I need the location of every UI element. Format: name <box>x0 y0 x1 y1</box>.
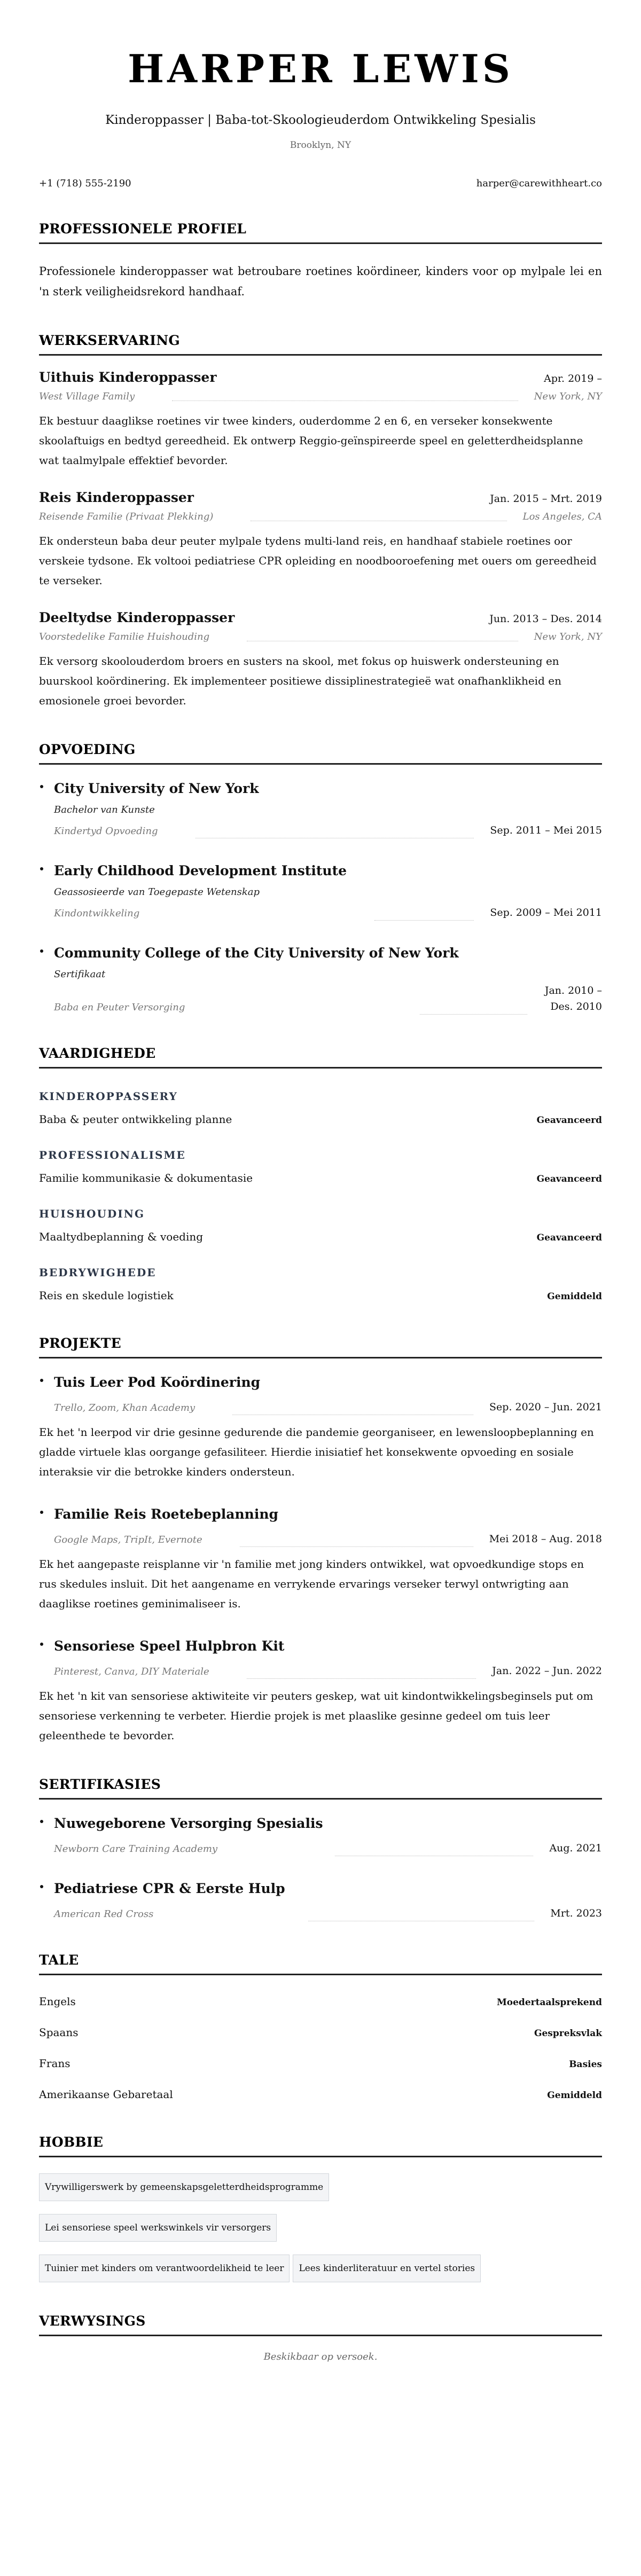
section-title-experience: WERKSERVARING <box>39 333 602 356</box>
bullet-icon <box>40 785 43 788</box>
language-level: Moedertaalsprekend <box>496 1997 602 2008</box>
job-description: Ek bestuur daaglikse roetines vir twee kinders, ouderdomme 2 en 6, en verseker konsekwente skoolaftuigs en bedtyd gereedheid. Ek ontwerp Reggio-geïnspireerde speel en geletterdheidsplanne wat taalmylpale effektief bevorder. <box>39 414 583 467</box>
field-of-study: Baba en Peuter Versorging <box>54 1002 185 1013</box>
project-entry <box>39 1371 602 1482</box>
degree-name: Sertifikaat <box>54 969 106 980</box>
candidate-location: Brooklyn, NY <box>290 140 351 151</box>
profile-section <box>39 221 602 302</box>
skill-level: Geavanceerd <box>536 1115 602 1126</box>
project-description: Ek het aangepaste reisplanne vir 'n familie met jong kinders ontwikkel, wat opvoedkundige stops en rus skedules insluit. Dit het aangename en verrykende ervarings verseker terwyl ontwrigting aan daaglikse roetines geminimaliseer is. <box>39 1558 584 1610</box>
job-company: Reisende Familie (Privaat Plekking) <box>39 511 214 522</box>
language-name: Frans <box>39 2057 71 2070</box>
hobby-tag: Lei sensoriese speel werkswinkels vir versorgers <box>39 2214 277 2242</box>
dotted-leader <box>247 1678 476 1679</box>
institution-name: Community College of the City University of New York <box>54 945 459 961</box>
project-description: Ek het 'n leerpod vir drie gesinne gedurende die pandemie georganiseer, en lewensloopbeplanning en gladde virtuele klas oorgange gefasiliteer. Hierdie inisiatief het konsekwente opvoeding en sosiale interaksie vir die betrokke kinders ondersteun. <box>39 1426 594 1478</box>
certification-date: Mrt. 2023 <box>550 1907 602 1919</box>
job-title: Deeltydse Kinderoppasser <box>39 610 235 625</box>
language-row <box>39 1993 602 2010</box>
skill-level: Geavanceerd <box>536 1174 602 1184</box>
education-section <box>39 742 602 1015</box>
candidate-headline: Kinderoppasser | Baba-tot-Skoologieuderdom Ontwikkeling Spesialis <box>105 113 536 127</box>
dotted-leader <box>374 920 474 921</box>
certification-name: Nuwegeborene Versorging Spesialis <box>54 1816 323 1831</box>
skill-row <box>39 1170 602 1187</box>
language-name: Engels <box>39 1995 76 2008</box>
certification-entry <box>39 1812 602 1856</box>
project-tools: Google Maps, TripIt, Evernote <box>54 1534 202 1545</box>
dotted-leader <box>240 1546 473 1547</box>
bullet-icon <box>40 867 43 870</box>
language-level: Basies <box>569 2059 602 2070</box>
section-title-references: VERWYSINGS <box>39 2313 602 2336</box>
certification-issuer: Newborn Care Training Academy <box>54 1843 218 1855</box>
job-description: Ek versorg skoolouderdom broers en susters na skool, met fokus op huiswerk ondersteuning en buurskool koördinering. Ek implementeer positiewe dissiplinestrategieë wat onafhanklikheid en emosionele groei bevorder. <box>39 655 561 707</box>
bullet-icon <box>40 1511 43 1514</box>
candidate-name: HARPER LEWIS <box>128 46 513 91</box>
bullet-icon <box>40 1379 43 1382</box>
field-of-study: Kindontwikkeling <box>54 908 140 919</box>
project-date: Jan. 2022 – Jun. 2022 <box>492 1665 602 1677</box>
skill-name: Baba & peuter ontwikkeling planne <box>39 1113 232 1126</box>
education-entry <box>39 942 602 1015</box>
education-entry <box>39 860 602 921</box>
job-entry <box>39 609 602 711</box>
references-note: Beskikbaar op versoek. <box>263 2351 378 2362</box>
hobby-tag: Vrywilligerswerk by gemeenskapsgeletterdheidsprogramme <box>39 2173 329 2201</box>
skill-category: BEDRYWIGHEDE <box>39 1266 157 1279</box>
job-title: Reis Kinderoppasser <box>39 490 194 505</box>
project-entry <box>39 1635 602 1746</box>
bullet-icon <box>40 1820 43 1823</box>
profile-summary: Professionele kinderoppasser wat betroubare roetines koördineer, kinders voor op mylpale lei en 'n sterk veiligheidsrekord handhaaf. <box>39 265 602 298</box>
job-date: Jan. 2015 – Mrt. 2019 <box>490 493 602 505</box>
certification-issuer: American Red Cross <box>54 1909 154 1920</box>
certification-name: Pediatriese CPR & Eerste Hulp <box>54 1881 285 1896</box>
resume-header <box>39 0 602 152</box>
email-address[interactable]: harper@carewithheart.co <box>476 178 602 189</box>
education-date: Jan. 2010 – Des. 2010 <box>544 985 602 1012</box>
job-location: New York, NY <box>534 391 602 402</box>
project-title: Tuis Leer Pod Koördinering <box>54 1375 261 1390</box>
references-section <box>39 2313 602 2364</box>
language-row <box>39 2055 602 2072</box>
field-of-study: Kindertyd Opvoeding <box>54 826 158 837</box>
education-entry <box>39 777 602 838</box>
section-title-languages: TALE <box>39 1952 602 1975</box>
job-location: Los Angeles, CA <box>522 511 602 522</box>
skill-name: Maaltydbeplanning & voeding <box>39 1230 204 1243</box>
skill-level: Gemiddeld <box>547 1291 602 1302</box>
languages-section <box>39 1952 602 2103</box>
skill-category: KINDEROPPASSERY <box>39 1090 178 1103</box>
job-company: West Village Family <box>39 391 135 402</box>
section-title-education: OPVOEDING <box>39 742 602 765</box>
job-description: Ek ondersteun baba deur peuter mylpale tydens multi-land reis, en handhaaf stabiele roetines oor verskeie tydsone. Ek voltooi pediatriese CPR opleiding en noodbooroefening met ouers om gereedheid te verseker. <box>39 535 597 587</box>
skill-level: Geavanceerd <box>536 1232 602 1243</box>
language-row <box>39 2086 602 2103</box>
skill-row <box>39 1287 602 1305</box>
bullet-icon <box>40 1643 43 1646</box>
dotted-leader <box>172 400 518 401</box>
skills-section <box>39 1046 602 1305</box>
education-date: Sep. 2011 – Mei 2015 <box>490 824 602 836</box>
project-date: Mei 2018 – Aug. 2018 <box>489 1533 602 1545</box>
phone-number[interactable]: +1 (718) 555-2190 <box>39 178 131 189</box>
certification-entry <box>39 1878 602 1921</box>
dotted-leader <box>420 1014 527 1015</box>
job-date: Jun. 2013 – Des. 2014 <box>489 613 602 625</box>
bullet-icon <box>40 949 43 953</box>
project-tools: Pinterest, Canva, DIY Materiale <box>54 1666 209 1677</box>
hobby-tag: Tuinier met kinders om verantwoordelikheid te leer <box>39 2255 290 2282</box>
job-company: Voorstedelike Familie Huishouding <box>39 631 210 642</box>
job-entry <box>39 368 602 470</box>
section-title-profile: PROFESSIONELE PROFIEL <box>39 221 602 244</box>
contact-row <box>39 177 602 190</box>
institution-name: Early Childhood Development Institute <box>54 863 347 878</box>
hobby-tags <box>39 2173 602 2282</box>
project-title: Sensoriese Speel Hulpbron Kit <box>54 1638 285 1654</box>
project-tools: Trello, Zoom, Khan Academy <box>54 1402 196 1413</box>
certification-date: Aug. 2021 <box>549 1842 602 1854</box>
skill-name: Reis en skedule logistiek <box>39 1289 174 1302</box>
projects-section <box>39 1336 602 1746</box>
skill-category: HUISHOUDING <box>39 1207 145 1220</box>
language-level: Gemiddeld <box>547 2090 602 2101</box>
language-level: Gespreksvlak <box>534 2028 602 2039</box>
degree-name: Bachelor van Kunste <box>54 804 155 815</box>
language-row <box>39 2024 602 2041</box>
project-title: Familie Reis Roetebeplanning <box>54 1506 278 1522</box>
project-entry <box>39 1503 602 1614</box>
skill-row <box>39 1111 602 1128</box>
section-title-skills: VAARDIGHEDE <box>39 1046 602 1069</box>
skill-name: Familie kommunikasie & dokumentasie <box>39 1172 253 1184</box>
degree-name: Geassosieerde van Toegepaste Wetenskap <box>54 886 260 898</box>
section-title-hobbies: HOBBIE <box>39 2134 602 2157</box>
section-title-projects: PROJEKTE <box>39 1336 602 1358</box>
skill-category: PROFESSIONALISME <box>39 1149 186 1161</box>
section-title-certifications: SERTIFIKASIES <box>39 1777 602 1800</box>
institution-name: City University of New York <box>54 781 259 796</box>
bullet-icon <box>40 1885 43 1888</box>
hobby-tag: Lees kinderliteratuur en vertel stories <box>293 2255 481 2282</box>
experience-section <box>39 333 602 711</box>
job-location: New York, NY <box>534 631 602 642</box>
job-title: Uithuis Kinderoppasser <box>39 370 217 385</box>
education-date: Sep. 2009 – Mei 2011 <box>490 907 602 918</box>
hobbies-section <box>39 2134 602 2282</box>
project-date: Sep. 2020 – Jun. 2021 <box>489 1401 602 1413</box>
skill-row <box>39 1229 602 1246</box>
certifications-section <box>39 1777 602 1921</box>
job-entry <box>39 489 602 591</box>
project-description: Ek het 'n kit van sensoriese aktiwiteite vir peuters geskep, wat uit kindontwikkelingsbeginsels put om sensoriese verkenning te verbeter. Hierdie projek is met plaaslike gesinne gedeel om tuis leer geleenthede te bevorder. <box>39 1690 593 1742</box>
job-date: Apr. 2019 – <box>544 373 602 384</box>
language-name: Spaans <box>39 2026 79 2039</box>
language-name: Amerikaanse Gebaretaal <box>39 2088 173 2101</box>
